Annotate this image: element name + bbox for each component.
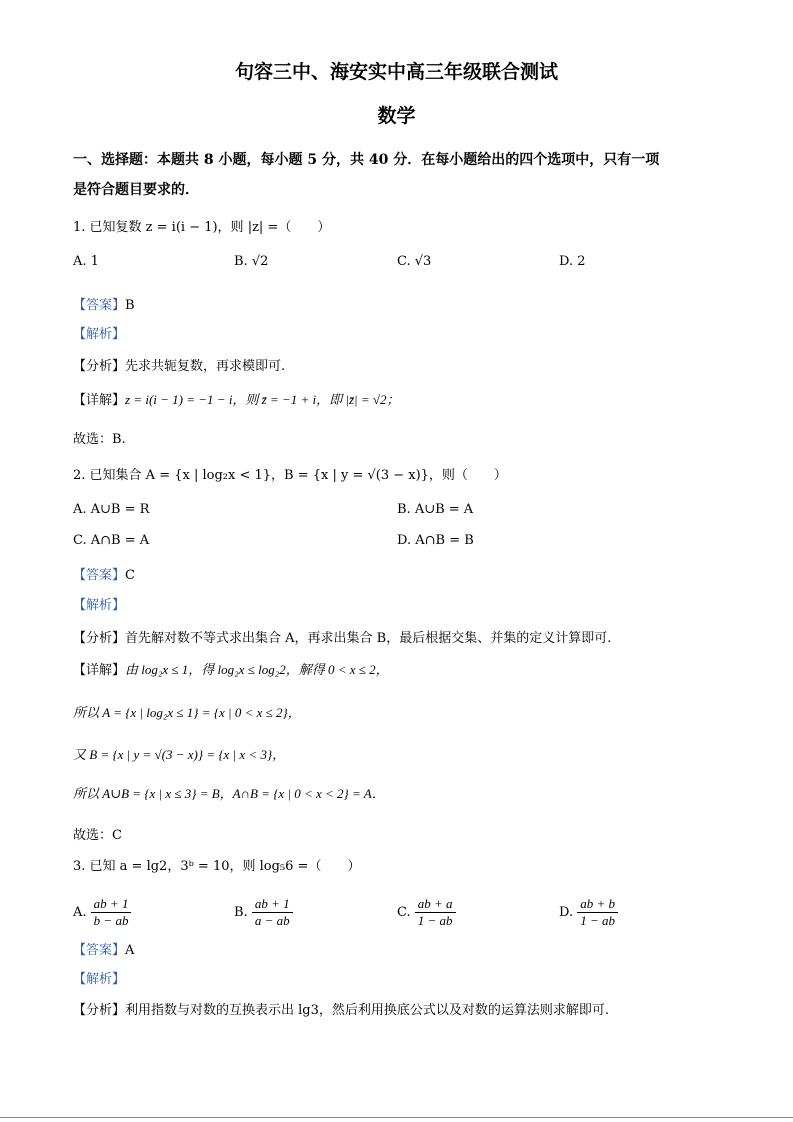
fraction: $\frac{ab + 1}{b - ab}$ [91,896,132,929]
fraction: $\frac{ab + a}{1 - ab}$ [415,896,456,929]
q2-answer: 【答案】C [73,568,135,583]
q2-step3: 又 B = {x | y = √(3 − x)} = {x | x < 3}， [73,747,286,762]
q2-analysis-tag: 【解析】 [73,598,126,613]
q3-option-c: C. $\frac{ab + a}{1 - ab}$ [397,896,456,929]
q2-fenxi: 【分析】首先解对数不等式求出集合 A，再求出集合 B，最后根据交集、并集的定义计算即可. [73,631,612,646]
q1-option-a: A. 1 [73,254,99,269]
q2-xiangjie: 【详解】由 log₂x ≤ 1，得 log₂x ≤ log₂2，解得 0 < x ≤ 2， [73,662,389,678]
q1-fenxi: 【分析】先求共轭复数，再求模即可. [73,359,286,374]
q1-conclusion: 故选：B. [73,432,126,447]
q1-answer [73,296,135,316]
q3-answer: 【答案】A [73,943,135,958]
q1-xiangjie: 【详解】z = i(i − 1) = −1 − i，则 z̄ = −1 + i，即 |z̄| = √2； [73,392,400,408]
page-title: 句容三中、海安实中高三年级联合测试 [234,61,558,83]
q1-analysis-tag: 【解析】 [73,327,126,342]
page-bottom-rule [0,1117,793,1118]
q2-step2: 所以 A = {x | log₂x ≤ 1} = {x | 0 < x ≤ 2}， [73,705,301,720]
q3-analysis-tag: 【解析】 [73,972,126,987]
section-heading-line1: 一、选择题：本题共 8 小题，每小题 5 分，共 40 分．在每小题给出的四个选项中，只有一项 [73,152,660,168]
q2-option-c: C. A∩B = A [73,533,150,548]
q3-option-d: D. $\frac{ab + b}{1 - ab}$ [559,896,618,929]
answer-value: B [125,298,135,313]
q3-option-a: A. $\frac{ab + 1}{b - ab}$ [73,896,131,929]
q2-step4: 所以 A∪B = {x | x ≤ 3} = B，A∩B = {x | 0 < x < 2} = A． [73,786,385,801]
q2-conclusion: 故选：C [73,828,122,843]
subject-title: 数学 [377,105,416,127]
q2-option-b: B. A∪B = A [397,502,474,517]
q1-option-c: C. √3 [397,254,432,269]
q2-option-d: D. A∩B = B [397,533,474,548]
q2-option-a: A. A∪B = R [73,502,150,517]
q3-stem: 3. 已知 a = lg2，3ᵇ = 10，则 log₅6 =（ ） [73,859,361,874]
q3-option-b: B. $\frac{ab + 1}{a - ab}$ [234,896,293,929]
answer-tag: 【答案】 [73,298,126,313]
fraction: $\frac{ab + 1}{a - ab}$ [252,896,293,929]
q1-option-d: D. 2 [559,254,586,269]
section-heading-line2: 是符合题目要求的． [73,182,199,198]
q1-stem: 1. 已知复数 z = i(i − 1)，则 |z| =（ ） [73,220,331,235]
q1-option-b: B. √2 [234,254,269,269]
q3-fenxi: 【分析】利用指数与对数的互换表示出 lg3，然后利用换底公式以及对数的运算法则求解即可. [73,1003,610,1018]
q2-stem: 2. 已知集合 A = {x | log₂x < 1}，B = {x | y = √(3 − x)}，则（ ） [73,468,507,483]
fraction: $\frac{ab + b}{1 - ab}$ [577,896,618,929]
